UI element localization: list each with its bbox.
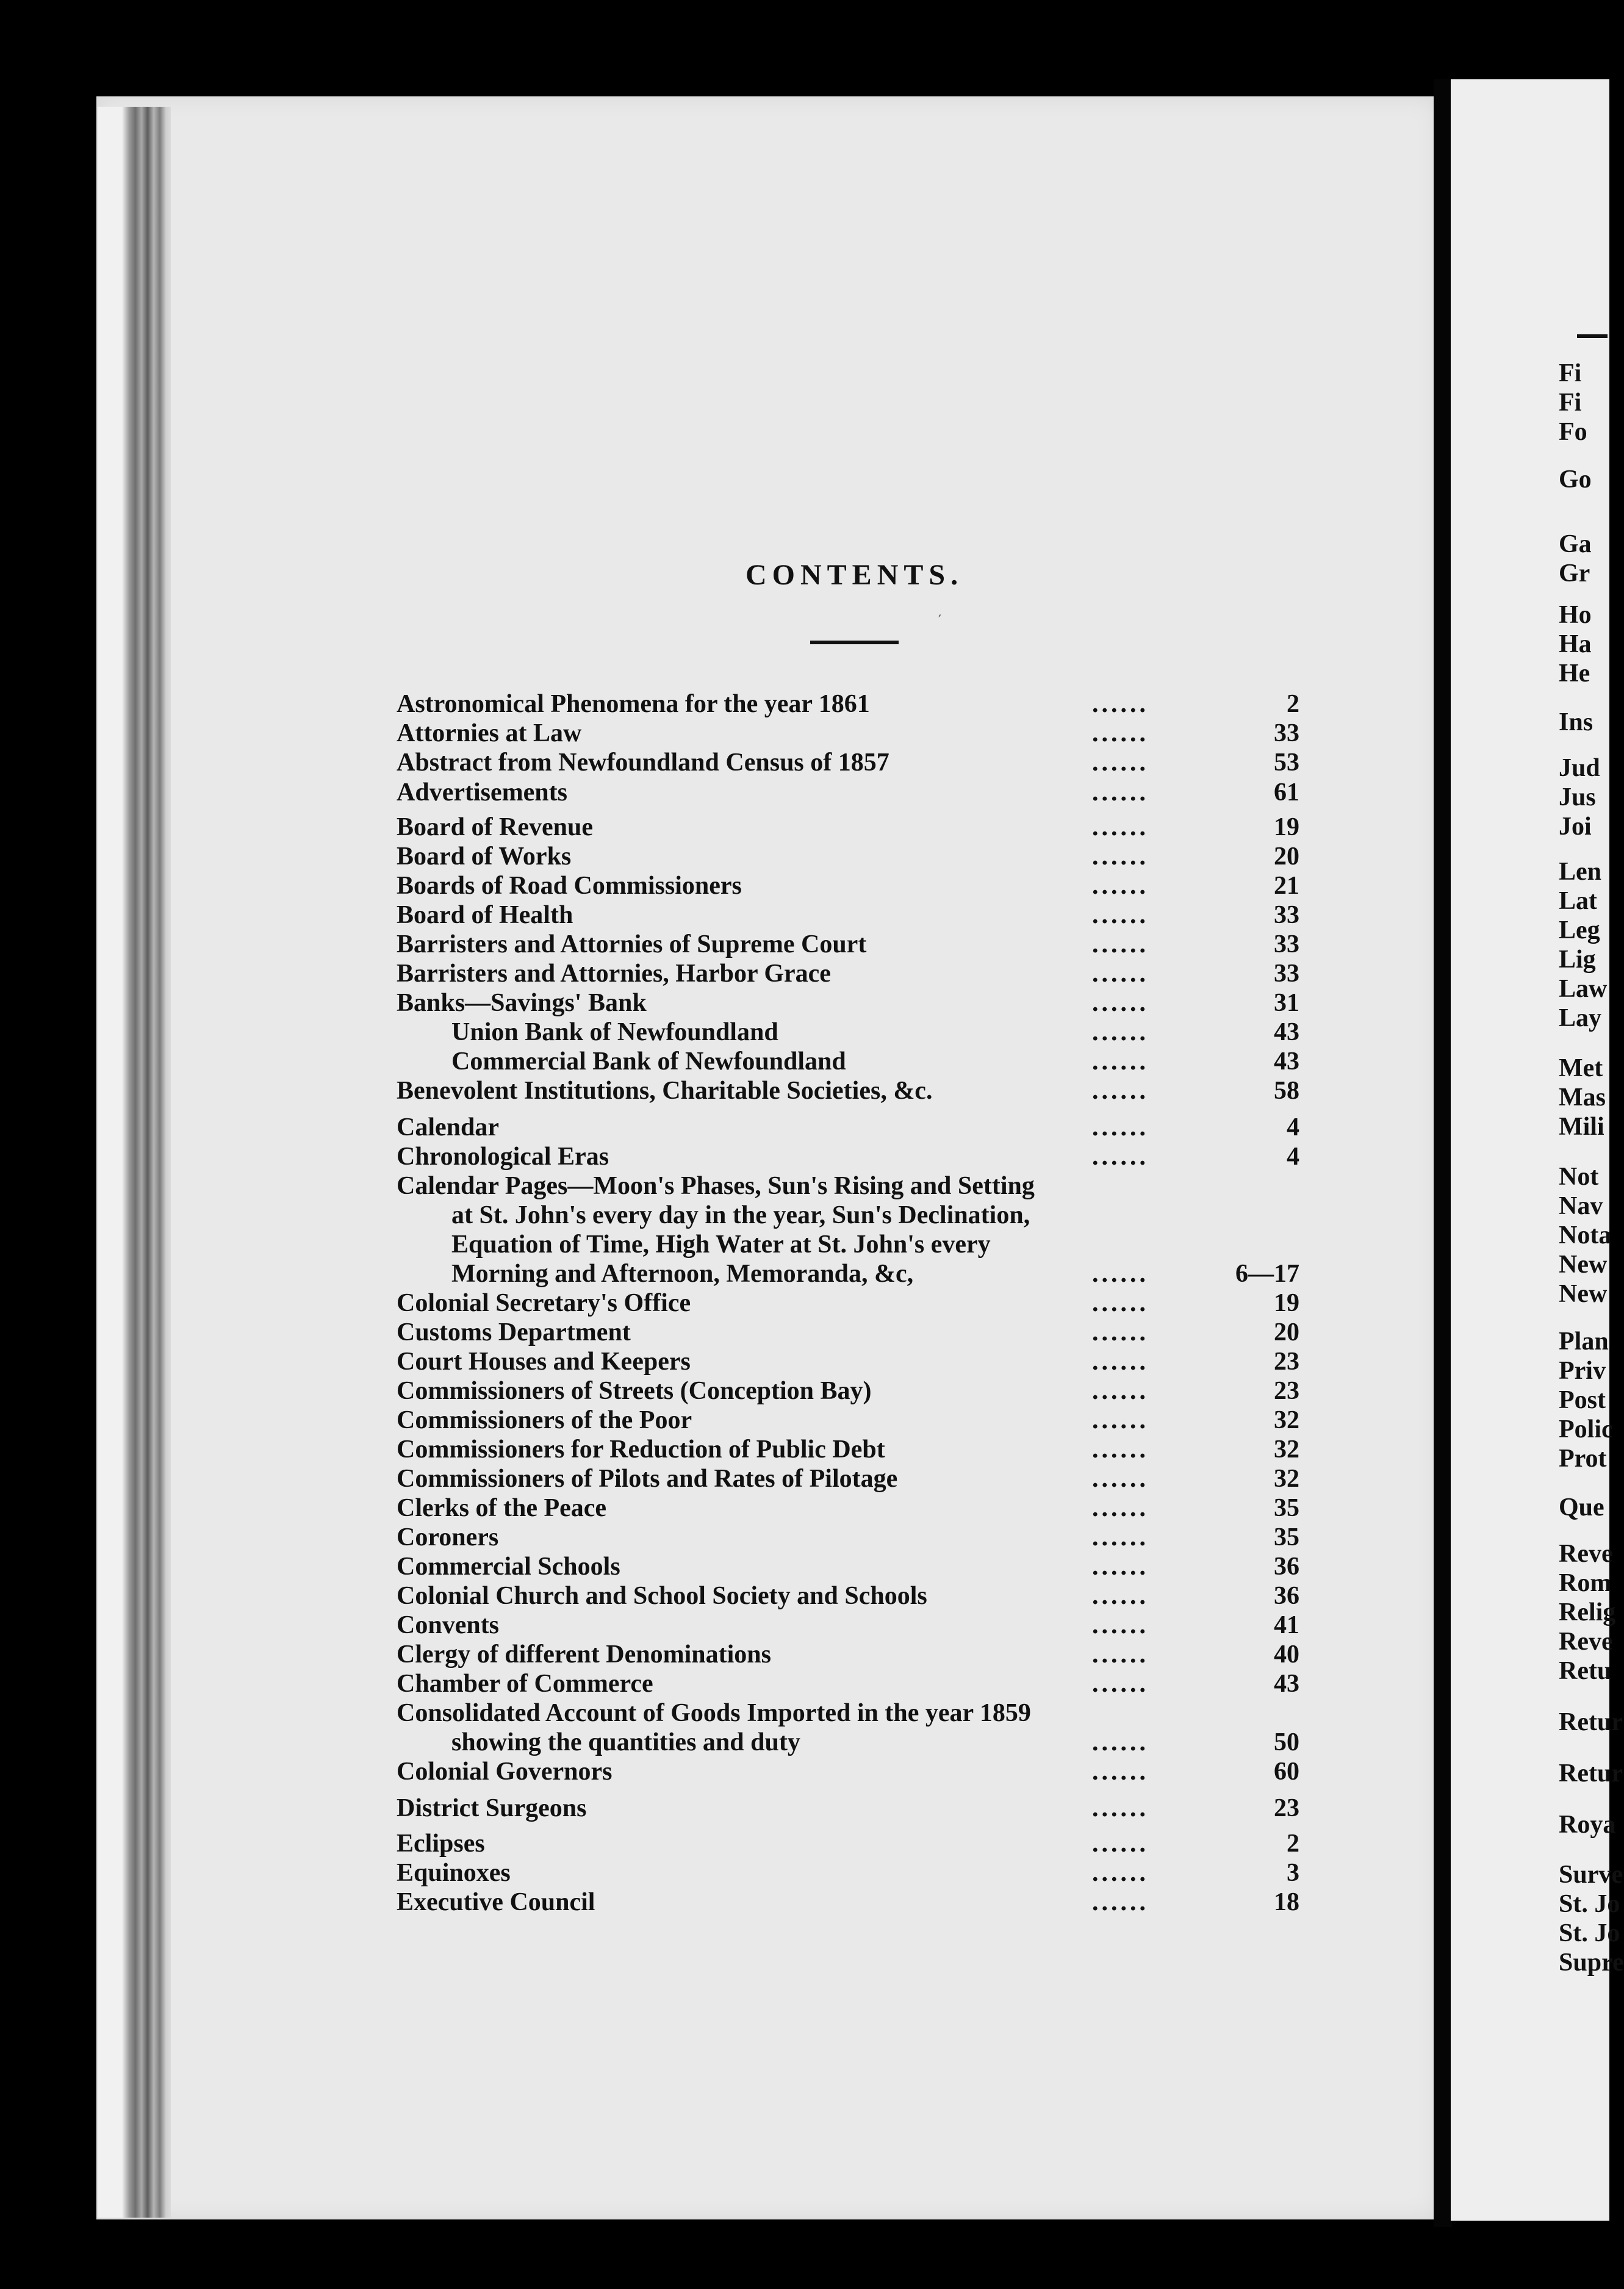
dot-leader: ...... [1092, 1377, 1149, 1405]
page-number: 40 [1274, 1640, 1299, 1669]
contents-entry [397, 1171, 1299, 1201]
entry-title: Eclipses [397, 1830, 485, 1858]
contents-entry [397, 900, 1299, 930]
page-number: 4 [1287, 1113, 1299, 1141]
right-page-fragment: Priv [1559, 1357, 1606, 1385]
entry-title: Commissioners of Streets (Conception Bay) [397, 1377, 872, 1405]
right-page-fragment: Que [1559, 1493, 1604, 1522]
dot-leader: ...... [1092, 1794, 1149, 1822]
right-page-fragment: Plan [1559, 1328, 1609, 1356]
right-page-fragment: Joi [1559, 813, 1592, 841]
contents-entry [397, 871, 1299, 900]
contents-entry [397, 1611, 1299, 1640]
contents-entry [397, 1288, 1299, 1318]
page-edge-stack [98, 107, 171, 2218]
contents-entry [397, 719, 1299, 748]
right-page-fragment: Retur [1559, 1759, 1623, 1788]
dot-leader: ...... [1092, 1318, 1149, 1346]
dot-leader: ...... [1092, 1640, 1149, 1669]
dot-leader: ...... [1092, 930, 1149, 958]
dot-leader: ...... [1092, 1611, 1149, 1639]
dot-leader: ...... [1092, 989, 1149, 1017]
right-page-fragment: He [1559, 659, 1590, 688]
contents-entry [397, 1698, 1299, 1728]
entry-title: Union Bank of Newfoundland [451, 1018, 778, 1046]
dot-leader: ...... [1092, 1113, 1149, 1141]
entry-title: Commissioners of Pilots and Rates of Pilotage [397, 1465, 898, 1493]
ink-mark: ′ [938, 613, 941, 628]
right-page-fragment: Post [1559, 1386, 1606, 1414]
entry-title: Benevolent Institutions, Charitable Societies, &c. [397, 1077, 933, 1105]
right-page-fragment: Ho [1559, 601, 1592, 629]
contents-entry [397, 1347, 1299, 1376]
entry-title: Chamber of Commerce [397, 1670, 653, 1698]
page-number: 2 [1287, 690, 1299, 718]
page-number: 43 [1274, 1670, 1299, 1698]
dot-leader: ...... [1092, 872, 1149, 900]
right-page-fragment: Mili [1559, 1113, 1604, 1141]
entry-title: Executive Council [397, 1888, 595, 1916]
dot-leader: ...... [1092, 1859, 1149, 1887]
entry-title: Coroners [397, 1523, 499, 1551]
page-number: 23 [1274, 1794, 1299, 1822]
dot-leader: ...... [1092, 1077, 1149, 1105]
entry-title: Clergy of different Denominations [397, 1640, 771, 1669]
page-number: 36 [1274, 1582, 1299, 1610]
right-page-fragment: Fi [1559, 389, 1582, 417]
entry-title: Barristers and Attornies of Supreme Court [397, 930, 867, 958]
entry-title: Calendar Pages—Moon's Phases, Sun's Rising and Setting [397, 1172, 1035, 1200]
dot-leader: ...... [1092, 1436, 1149, 1464]
entry-title: Colonial Governors [397, 1758, 613, 1786]
page-number: 33 [1274, 930, 1299, 958]
page-number: 35 [1274, 1494, 1299, 1522]
contents-entry [397, 1640, 1299, 1669]
page-number: 23 [1274, 1348, 1299, 1376]
entry-title: Court Houses and Keepers [397, 1348, 691, 1376]
right-page-fragment: Rom [1559, 1569, 1612, 1597]
dot-leader: ...... [1092, 901, 1149, 929]
right-page-fragment: Roya [1559, 1811, 1616, 1839]
right-page-fragment: Prot [1559, 1445, 1607, 1473]
dot-leader: ...... [1092, 1047, 1149, 1076]
page-number: 35 [1274, 1523, 1299, 1551]
right-page-fragment: Surve [1559, 1861, 1623, 1889]
page-number: 23 [1274, 1377, 1299, 1405]
right-page-fragment: Len [1559, 858, 1602, 886]
right-page-fragment: St. Jo [1559, 1890, 1620, 1918]
contents-entry [397, 1318, 1299, 1347]
right-page-fragment: Supre [1559, 1949, 1624, 1977]
page-title: CONTENTS. [746, 559, 964, 591]
dot-leader: ...... [1092, 690, 1149, 718]
page-gutter [1434, 79, 1452, 2227]
dot-leader: ...... [1092, 1260, 1149, 1288]
page-number: 19 [1274, 813, 1299, 841]
contents-entry [397, 1376, 1299, 1406]
entry-title: Commercial Schools [397, 1553, 620, 1581]
right-page-fragment: Leg [1559, 916, 1600, 944]
dot-leader: ...... [1092, 778, 1149, 807]
dot-leader: ...... [1092, 1758, 1149, 1786]
entry-title: Chronological Eras [397, 1143, 609, 1171]
right-page-fragment: Reve [1559, 1628, 1613, 1656]
right-page-fragment: Lay [1559, 1004, 1602, 1032]
page-number: 33 [1274, 960, 1299, 988]
dot-leader: ...... [1092, 1523, 1149, 1551]
page-number: 53 [1274, 749, 1299, 777]
page-number: 33 [1274, 901, 1299, 929]
contents-entry [397, 1018, 1299, 1047]
entry-title: Commercial Bank of Newfoundland [451, 1047, 846, 1076]
page-number: 20 [1274, 843, 1299, 871]
page-number: 21 [1274, 872, 1299, 900]
contents-entry [397, 1464, 1299, 1493]
right-page-fragment: Polic [1559, 1415, 1613, 1443]
page-number: 58 [1274, 1077, 1299, 1105]
contents-entry [397, 1230, 1299, 1259]
page-number: 41 [1274, 1611, 1299, 1639]
entry-title: Calendar [397, 1113, 499, 1141]
contents-entry [397, 1259, 1299, 1288]
dot-leader: ...... [1092, 1830, 1149, 1858]
right-page-fragment: Nota [1559, 1221, 1612, 1249]
page-number: 32 [1274, 1436, 1299, 1464]
dot-leader: ...... [1092, 1289, 1149, 1317]
contents-entry [397, 1669, 1299, 1698]
entry-title: Convents [397, 1611, 500, 1639]
contents-entry [397, 1523, 1299, 1552]
page-number: 33 [1274, 719, 1299, 747]
entry-title: Advertisements [397, 778, 567, 807]
title-rule [810, 641, 899, 644]
right-page-fragment: Relig [1559, 1598, 1616, 1626]
right-page-fragment: Mas [1559, 1083, 1606, 1112]
contents-entry [397, 959, 1299, 988]
contents-entry [397, 748, 1299, 777]
dot-leader: ...... [1092, 1582, 1149, 1610]
page-number: 4 [1287, 1143, 1299, 1171]
contents-entry [397, 1142, 1299, 1171]
contents-entry [397, 1728, 1299, 1757]
contents-entry [397, 1493, 1299, 1523]
right-page-fragment: Gr [1559, 559, 1590, 588]
page-number: 60 [1274, 1758, 1299, 1786]
entry-title: Astronomical Phenomena for the year 1861 [397, 690, 870, 718]
page-number: 61 [1274, 778, 1299, 807]
page-number: 18 [1274, 1888, 1299, 1916]
contents-entry [397, 1858, 1299, 1888]
contents-entry [397, 1201, 1299, 1230]
right-page-fragment: Not [1559, 1163, 1599, 1191]
dot-leader: ...... [1092, 813, 1149, 841]
contents-entry [397, 1047, 1299, 1076]
page-number: 32 [1274, 1465, 1299, 1493]
right-page-fragment: Nav [1559, 1192, 1603, 1220]
entry-title: Colonial Secretary's Office [397, 1289, 691, 1317]
entry-title: Barristers and Attornies, Harbor Grace [397, 960, 831, 988]
contents-entry [397, 1406, 1299, 1435]
dot-leader: ...... [1092, 843, 1149, 871]
right-page-fragment: Reve [1559, 1540, 1613, 1568]
dot-leader: ...... [1092, 749, 1149, 777]
contents-entry [397, 1581, 1299, 1611]
right-page-fragment: Ha [1559, 630, 1592, 658]
dot-leader: ...... [1092, 1143, 1149, 1171]
entry-title: Commissioners for Reduction of Public Debt [397, 1436, 885, 1464]
contents-entry [397, 778, 1299, 807]
page-number: 36 [1274, 1553, 1299, 1581]
page-number: 6—17 [1235, 1260, 1299, 1288]
dot-leader: ...... [1092, 1728, 1149, 1756]
right-page-fragment: Fo [1559, 418, 1587, 446]
page-number: 43 [1274, 1047, 1299, 1076]
right-page-fragment: Retu [1559, 1657, 1612, 1685]
contents-entry [397, 988, 1299, 1018]
contents-entry [397, 813, 1299, 842]
page-number: 19 [1274, 1289, 1299, 1317]
dot-leader: ...... [1092, 1348, 1149, 1376]
entry-title: Board of Works [397, 843, 572, 871]
right-page-fragment: New [1559, 1280, 1608, 1308]
right-page-fragment: Law [1559, 975, 1608, 1003]
entry-title: Consolidated Account of Goods Imported in the year 1859 [397, 1699, 1031, 1727]
dot-leader: ...... [1092, 1465, 1149, 1493]
right-page-fragment: Jus [1559, 783, 1596, 811]
entry-title: Commissioners of the Poor [397, 1406, 692, 1434]
right-page-fragment: Go [1559, 465, 1592, 494]
entry-title: Morning and Afternoon, Memoranda, &c, [451, 1260, 914, 1288]
entry-title: showing the quantities and duty [451, 1728, 800, 1756]
right-page-fragment: Retur [1559, 1708, 1623, 1736]
dot-leader: ...... [1092, 719, 1149, 747]
entry-title: Attornies at Law [397, 719, 582, 747]
right-page-fragment: St. Jo [1559, 1919, 1620, 1947]
dot-leader: ...... [1092, 1670, 1149, 1698]
right-page-fragment: Lat [1559, 887, 1597, 915]
contents-entry [397, 930, 1299, 959]
page-number: 31 [1274, 989, 1299, 1017]
page-number: 43 [1274, 1018, 1299, 1046]
dot-leader: ...... [1092, 960, 1149, 988]
entry-title: District Surgeons [397, 1794, 587, 1822]
dot-leader: ...... [1092, 1888, 1149, 1916]
right-page-rule [1577, 334, 1608, 338]
page-number: 3 [1287, 1859, 1299, 1887]
entry-title: at St. John's every day in the year, Sun's Declination, [451, 1201, 1030, 1229]
contents-entry [397, 1888, 1299, 1917]
dot-leader: ...... [1092, 1553, 1149, 1581]
contents-entry [397, 1435, 1299, 1464]
entry-title: Colonial Church and School Society and Schools [397, 1582, 927, 1610]
page-number: 2 [1287, 1830, 1299, 1858]
entry-title: Clerks of the Peace [397, 1494, 607, 1522]
dot-leader: ...... [1092, 1018, 1149, 1046]
right-page-fragment: Jud [1559, 754, 1600, 782]
right-page-fragment: Met [1559, 1054, 1603, 1082]
right-page-fragment: Lig [1559, 946, 1596, 974]
entry-title: Board of Health [397, 901, 573, 929]
right-page-fragment: Ga [1559, 530, 1592, 558]
entry-title: Boards of Road Commissioners [397, 872, 742, 900]
contents-entry [397, 1829, 1299, 1858]
page-number: 20 [1274, 1318, 1299, 1346]
contents-entry [397, 842, 1299, 871]
page-number: 50 [1274, 1728, 1299, 1756]
right-page-fragment: Ins [1559, 708, 1593, 736]
contents-entry [397, 1552, 1299, 1581]
entry-title: Equation of Time, High Water at St. John's every [451, 1231, 991, 1259]
right-page-fragment: Fi [1559, 359, 1582, 387]
contents-entry [397, 1076, 1299, 1105]
entry-title: Customs Department [397, 1318, 631, 1346]
contents-entry [397, 689, 1299, 719]
entry-title: Board of Revenue [397, 813, 593, 841]
entry-title: Banks—Savings' Bank [397, 989, 647, 1017]
entry-title: Abstract from Newfoundland Census of 1857 [397, 749, 889, 777]
contents-entry [397, 1757, 1299, 1786]
contents-entry [397, 1113, 1299, 1142]
page-number: 32 [1274, 1406, 1299, 1434]
contents-entry [397, 1794, 1299, 1823]
right-page-fragment: New [1559, 1251, 1608, 1279]
dot-leader: ...... [1092, 1406, 1149, 1434]
entry-title: Equinoxes [397, 1859, 511, 1887]
dot-leader: ...... [1092, 1494, 1149, 1522]
